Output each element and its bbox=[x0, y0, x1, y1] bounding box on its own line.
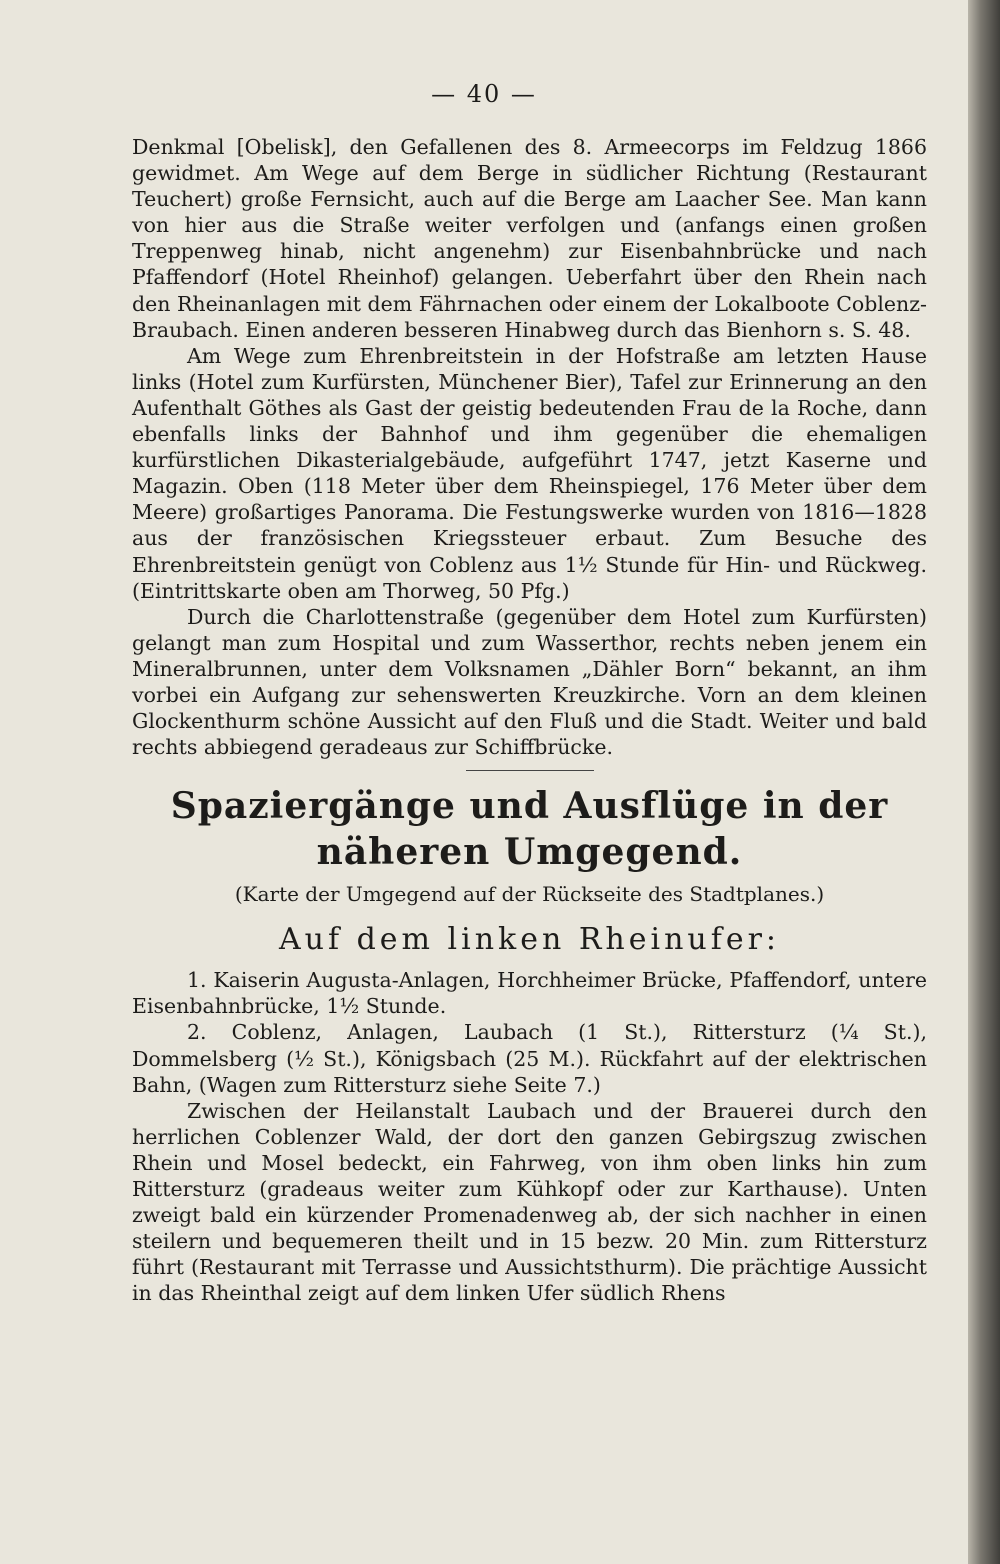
map-note: (Karte der Umgegend auf der Rückseite des Stadtplanes.) bbox=[234, 882, 825, 907]
page-number: — 40 — bbox=[431, 80, 537, 108]
book-gutter-shadow bbox=[968, 0, 1000, 1564]
page-text-block bbox=[132, 134, 927, 1306]
section-heading: Spaziergänge und Ausflüge in der näheren Umgegend. bbox=[170, 785, 889, 874]
sub-heading: Auf dem linken Rheinufer: bbox=[278, 922, 781, 958]
divider-rule bbox=[466, 770, 594, 771]
paragraph-ehrenbreitstein: Am Wege zum Ehrenbreitstein in der Hofstraße am letzten Hause links (Hotel zum Kurfürsten, Münchener Bier), Tafel zur Erinnerung an den Aufenthalt Göthes als Gast der geistig bedeutenden Frau de la Roche, dann ebenfalls links der Bahnhof und ihm gegenüber die ehemaligen kurfürstlichen Dikasterialgebäude, aufgeführt 1747, jetzt Kaserne und Magazin. Oben (118 Meter über dem Rheinspiegel, 176 Meter über dem Meere) großartiges Panorama. Die Festungswerke wurden von 1816—1828 aus der französischen Kriegssteuer erbaut. Zum Besuche des Ehrenbreitstein genügt von Coblenz aus 1½ Stunde für Hin- und Rückweg. (Eintrittskarte oben am Thorweg, 50 Pfg.) bbox=[132, 343, 927, 603]
route-item-2: 2. Coblenz, Anlagen, Laubach (1 St.), Rittersturz (¼ St.), Dommelsberg (½ St.), Königsbach (25 M.). Rückfahrt auf der elektrischen Bahn, (Wagen zum Rittersturz siehe Seite 7.) bbox=[132, 1020, 927, 1097]
paragraph-laubach-route: Zwischen der Heilanstalt Laubach und der Brauerei durch den herrlichen Coblenzer Wald, der dort den ganzen Gebirgszug zwischen Rhein und Mosel bedeckt, ein Fahrweg, von ihm oben links hin zum Rittersturz (gradeaus weiter zum Kühkopf oder zur Karthause). Unten zweigt bald ein kürzender Promenadenweg ab, der sich nachher in einen steilern und bequemeren theilt und in 15 bezw. 20 Min. zum Rittersturz führt (Restaurant mit Terrasse und Aussichtsthurm). Die prächtige Aussicht in das Rheinthal zeigt auf dem linken Ufer südlich Rhens bbox=[132, 1098, 927, 1306]
paragraph-charlottenstrasse: Durch die Charlottenstraße (gegenüber dem Hotel zum Kurfürsten) gelangt man zum Hospital und zum Wasserthor, rechts neben jenem ein Mineralbrunnen, unter dem Volksnamen „Dähler Born“ bekannt, an ihm vorbei ein Aufgang zur sehenswerten Kreuzkirche. Vorn an dem kleinen Glockenthurm schöne Aussicht auf den Fluß und die Stadt. Weiter und bald rechts abbiegend geradeaus zur Schiffbrücke. bbox=[132, 604, 927, 760]
paragraph-denkmal: Denkmal [Obelisk], den Gefallenen des 8. Armeecorps im Feldzug 1866 gewidmet. Am Wege auf dem Berge in südlicher Richtung (Restaurant Teuchert) große Fernsicht, auch auf die Berge am Laacher See. Man kann von hier aus die Straße weiter verfolgen und (anfangs einen großen Treppenweg hinab, nicht angenehm) zur Eisenbahnbrücke und nach Pfaffendorf (Hotel Rheinhof) gelangen. Ueberfahrt über den Rhein nach den Rheinanlagen mit dem Fährnachen oder einem der Lokalboote Coblenz-Braubach. Einen anderen besseren Hinabweg durch das Bienhorn s. S. 48. bbox=[132, 135, 927, 342]
route-item-1: 1. Kaiserin Augusta-Anlagen, Horchheimer Brücke, Pfaffendorf, untere Eisenbahnbrücke, 1½ Stunde. bbox=[132, 968, 927, 1019]
